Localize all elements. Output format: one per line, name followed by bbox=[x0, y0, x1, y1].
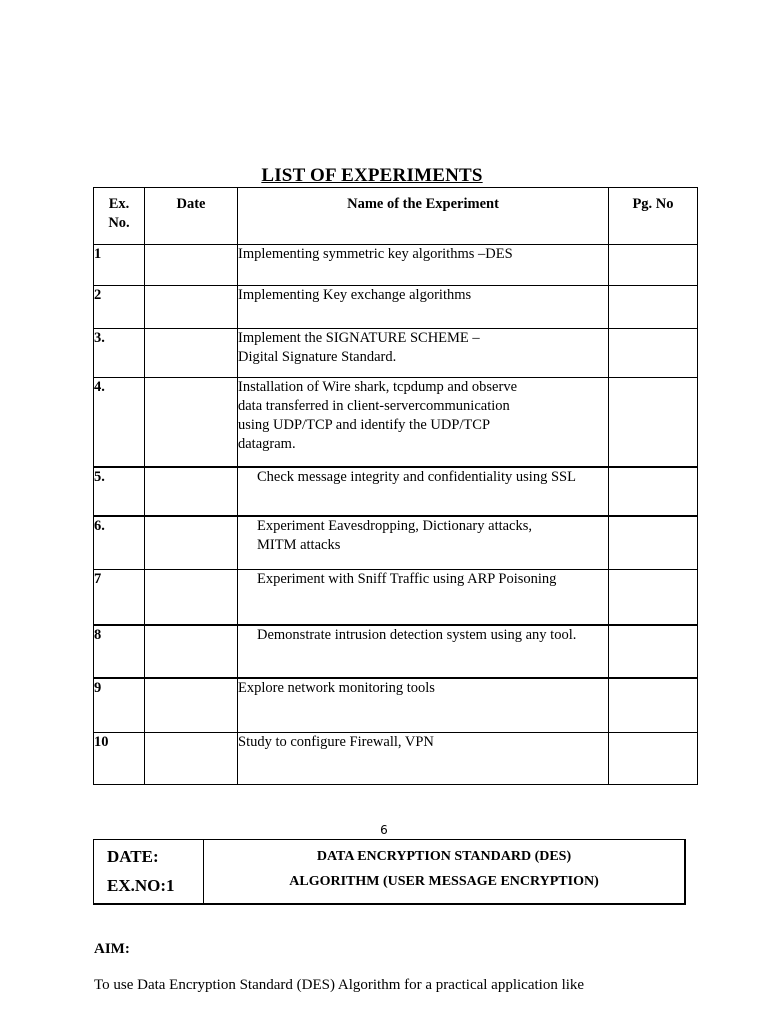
row-number: 9 bbox=[94, 678, 145, 733]
row-name-line: Study to configure Firewall, VPN bbox=[238, 734, 434, 750]
table-row bbox=[94, 733, 698, 785]
row-date bbox=[145, 378, 238, 467]
row-name-line: data transferred in client-servercommunication bbox=[238, 398, 510, 414]
table-row bbox=[94, 286, 698, 329]
row-name-line: Implement the SIGNATURE SCHEME – bbox=[238, 330, 480, 346]
row-name-line: Explore network monitoring tools bbox=[238, 679, 435, 696]
row-page-no bbox=[609, 378, 698, 467]
row-name-line: MITM attacks bbox=[257, 536, 341, 553]
row-number: 2 bbox=[94, 286, 145, 329]
row-experiment-name bbox=[238, 570, 609, 625]
table-header-row bbox=[94, 188, 698, 245]
table-row bbox=[94, 378, 698, 467]
row-experiment-name bbox=[238, 286, 609, 329]
page-number: 6 bbox=[380, 823, 388, 837]
row-date bbox=[145, 733, 238, 785]
row-page-no bbox=[609, 678, 698, 733]
row-experiment-name bbox=[238, 378, 609, 467]
header-ex-no-line2: No. bbox=[108, 215, 130, 231]
experiment-title bbox=[204, 840, 684, 903]
row-date bbox=[145, 516, 238, 570]
row-number: 8 bbox=[94, 625, 145, 678]
row-experiment-name bbox=[238, 467, 609, 516]
row-name-line: Demonstrate intrusion detection system using any tool. bbox=[257, 626, 577, 643]
row-date bbox=[145, 329, 238, 378]
row-experiment-name bbox=[238, 516, 609, 570]
row-page-no bbox=[609, 245, 698, 286]
date-label: DATE: bbox=[107, 847, 159, 866]
ex-no-label: EX.NO:1 bbox=[107, 876, 175, 895]
row-page-no bbox=[609, 570, 698, 625]
experiment-title-line1: DATA ENCRYPTION STANDARD (DES) bbox=[316, 849, 572, 864]
row-name-line: Implementing symmetric key algorithms –DES bbox=[238, 246, 513, 262]
row-name-line: Installation of Wire shark, tcpdump and observe bbox=[238, 379, 518, 395]
row-number: 3. bbox=[94, 329, 145, 378]
row-number: 4. bbox=[94, 378, 145, 467]
experiments-table bbox=[93, 187, 698, 785]
row-date bbox=[145, 570, 238, 625]
table-row bbox=[94, 516, 698, 570]
row-number: 10 bbox=[94, 733, 145, 785]
row-experiment-name bbox=[238, 245, 609, 286]
row-experiment-name bbox=[238, 625, 609, 678]
aim-text: To use Data Encryption Standard (DES) Algorithm for a practical application like bbox=[94, 977, 585, 993]
aim-label: AIM: bbox=[94, 941, 130, 957]
row-page-no bbox=[609, 329, 698, 378]
table-row bbox=[94, 625, 698, 678]
row-name-line: datagram. bbox=[238, 436, 296, 452]
header-ex-no bbox=[94, 188, 145, 245]
header-ex-no-line1: Ex. bbox=[108, 196, 130, 212]
experiment-title-line2: ALGORITHM (USER MESSAGE ENCRYPTION) bbox=[289, 874, 599, 889]
row-number: 5. bbox=[94, 467, 145, 516]
table-row bbox=[94, 678, 698, 733]
table-row bbox=[94, 245, 698, 286]
row-date bbox=[145, 467, 238, 516]
row-date bbox=[145, 625, 238, 678]
table-row bbox=[94, 467, 698, 516]
header-page-no: Pg. No bbox=[609, 188, 698, 245]
row-page-no bbox=[609, 625, 698, 678]
row-name-line: Digital Signature Standard. bbox=[238, 349, 397, 365]
table-row bbox=[94, 329, 698, 378]
row-page-no bbox=[609, 286, 698, 329]
experiment-meta bbox=[94, 840, 204, 903]
row-page-no bbox=[609, 516, 698, 570]
row-name-line: Experiment Eavesdropping, Dictionary attacks, bbox=[257, 517, 533, 534]
row-name-line: using UDP/TCP and identify the UDP/TCP bbox=[238, 417, 491, 433]
page-title: LIST OF EXPERIMENTS bbox=[261, 165, 483, 186]
header-experiment-name: Name of the Experiment bbox=[238, 188, 609, 245]
row-experiment-name bbox=[238, 329, 609, 378]
row-number: 6. bbox=[94, 516, 145, 570]
row-name-line: Implementing Key exchange algorithms bbox=[238, 287, 472, 303]
row-experiment-name bbox=[238, 733, 609, 785]
row-name-line: Check message integrity and confidentiality using SSL bbox=[257, 468, 576, 485]
row-number: 1 bbox=[94, 245, 145, 286]
row-date bbox=[145, 245, 238, 286]
row-date bbox=[145, 286, 238, 329]
row-number: 7 bbox=[94, 570, 145, 625]
table-row bbox=[94, 570, 698, 625]
row-experiment-name bbox=[238, 678, 609, 733]
row-date bbox=[145, 678, 238, 733]
row-name-line: Experiment with Sniff Traffic using ARP Poisoning bbox=[257, 571, 557, 587]
row-page-no bbox=[609, 467, 698, 516]
header-date: Date bbox=[145, 188, 238, 245]
row-page-no bbox=[609, 733, 698, 785]
experiment-header-box bbox=[93, 839, 686, 905]
